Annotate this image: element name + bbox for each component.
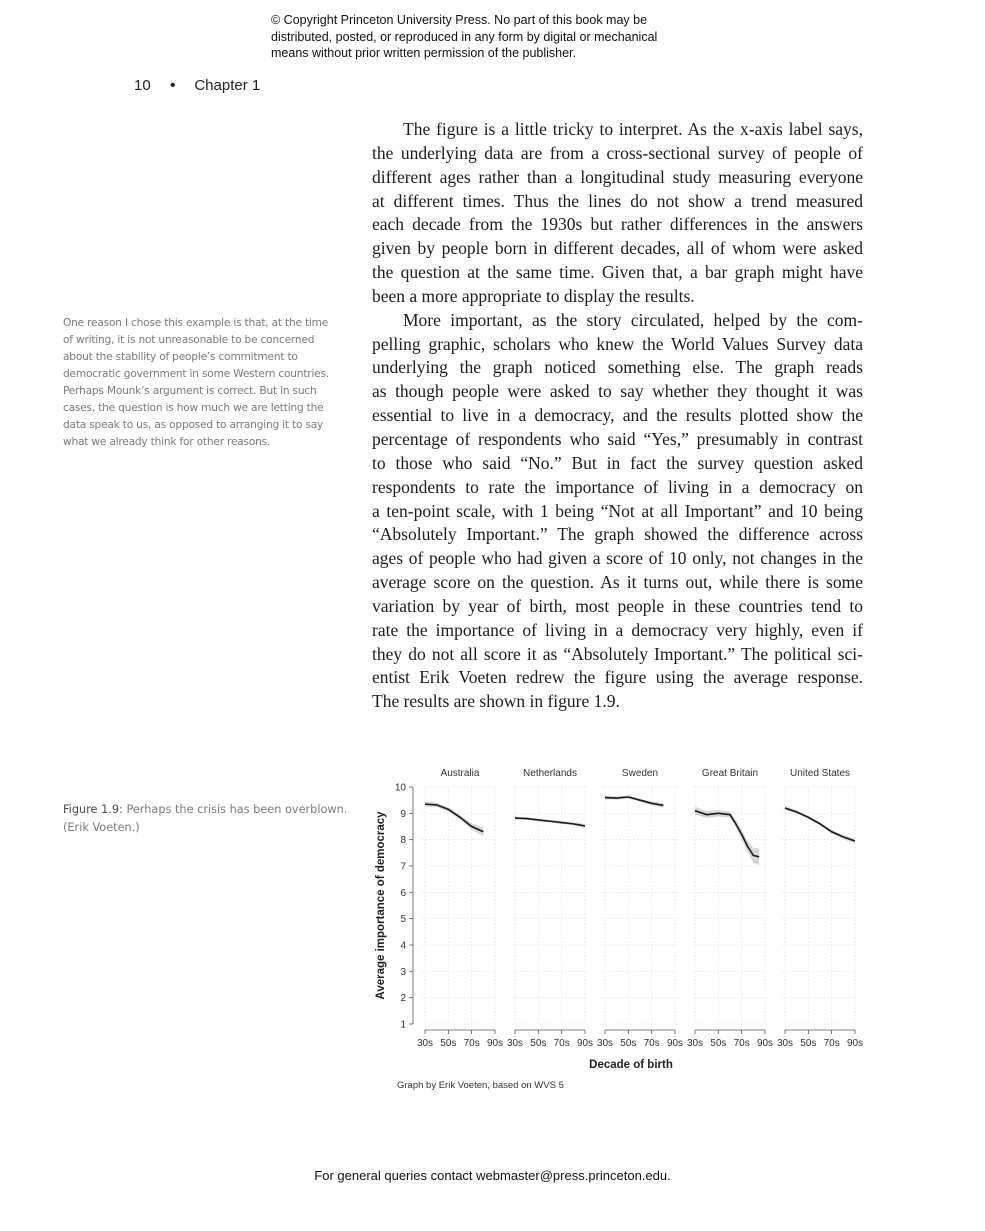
x-tick-label: 30s — [776, 1038, 794, 1049]
copyright-notice — [271, 12, 731, 62]
text-line: percentage of respondents who said “Yes,” presumably in contrast — [372, 428, 863, 449]
figure-label: Figure 1.9: — [63, 803, 123, 816]
text-line: each decade from the 1930s but rather differences in the answers — [372, 214, 863, 235]
text-line: respondents to rate the importance of living in a democracy on — [372, 476, 863, 497]
y-tick-label: 5 — [400, 914, 406, 926]
figure-caption — [63, 801, 353, 837]
margin-note-line: democratic government in some Western countries. — [63, 368, 329, 380]
chapter-title: Chapter 1 — [194, 77, 261, 94]
text-line: underlying the graph noticed something else. The graph reads — [372, 357, 863, 378]
text-line: More important, as the story circulated, helped by the com- — [403, 309, 863, 330]
text-line: different ages rather than a longitudinal study measuring everyone — [372, 166, 863, 187]
separator-bullet: • — [170, 77, 176, 94]
chart-svg — [365, 758, 875, 1098]
copyright-line: © Copyright Princeton University Press. No part of this book may be — [271, 13, 648, 27]
chart-source: Graph by Erik Voeten, based on WVS 5 — [397, 1080, 564, 1091]
x-tick-label: 70s — [733, 1038, 750, 1049]
panel-title: Netherlands — [523, 768, 577, 779]
x-tick-label: 70s — [643, 1038, 660, 1049]
text-line: average score on the question. As it turns out, while there is some — [372, 572, 863, 593]
y-tick-label: 10 — [394, 782, 406, 794]
x-tick-label: 90s — [576, 1038, 594, 1049]
text-line: given by people born in different decades, all of whom were asked — [372, 238, 863, 259]
x-axis-label: Decade of birth — [589, 1059, 673, 1071]
y-tick-label: 9 — [400, 808, 406, 820]
x-tick-label: 30s — [596, 1038, 614, 1049]
text-line: been a more appropriate to display the results. — [372, 285, 695, 306]
x-tick-label: 90s — [846, 1038, 864, 1049]
figure-caption-text: Perhaps the crisis has been overblown. — [122, 803, 348, 816]
x-tick-label: 90s — [486, 1038, 504, 1049]
text-line: at different times. Thus the lines do not show a trend measured — [372, 190, 863, 211]
series-line — [515, 818, 585, 826]
y-tick-label: 1 — [400, 1019, 406, 1031]
text-line: to those who said “No.” But in fact the survey question asked — [372, 452, 863, 473]
footer-contact: For general queries contact webmaster@press.princeton.edu. — [314, 1168, 671, 1183]
text-line: “Absolutely Important.” The graph showed the difference across — [372, 524, 863, 545]
text-line: entist Erik Voeten redrew the figure using the average response. — [372, 667, 863, 688]
y-tick-label: 2 — [400, 993, 406, 1005]
text-line: variation by year of birth, most people in these countries tend to — [372, 595, 863, 616]
text-line: they do not all score it as “Absolutely Important.” The political sci- — [372, 643, 863, 664]
x-tick-label: 50s — [620, 1038, 637, 1049]
running-head — [134, 77, 260, 94]
x-tick-label: 30s — [416, 1038, 434, 1049]
x-tick-label: 50s — [800, 1038, 817, 1049]
figure-chart — [365, 758, 875, 1098]
panel-title: Great Britain — [701, 768, 759, 779]
figure-caption-line — [63, 801, 353, 819]
x-tick-label: 70s — [553, 1038, 570, 1049]
margin-note-line: of writing, it is not unreasonable to be concerned — [63, 334, 315, 346]
y-tick-label: 6 — [400, 887, 406, 899]
y-tick-label: 8 — [400, 835, 406, 847]
text-line: The results are shown in figure 1.9. — [372, 691, 620, 712]
page-number: 10 — [134, 77, 151, 94]
x-tick-label: 50s — [530, 1038, 547, 1049]
figure-caption-credit: (Erik Voeten.) — [63, 821, 140, 834]
y-axis-label: Average importance of democracy — [375, 811, 387, 1000]
text-line: The figure is a little tricky to interpret. As the x-axis label says, — [403, 119, 863, 139]
body-text — [372, 118, 863, 714]
y-tick-label: 7 — [400, 861, 406, 873]
margin-note-line: data speak to us, as opposed to arranging it to say — [63, 419, 324, 431]
panel-title: United States — [789, 768, 851, 779]
text-line: essential to live in a democracy, and the results plotted show the — [372, 405, 863, 426]
y-tick-label: 4 — [400, 940, 406, 952]
x-tick-label: 30s — [506, 1038, 524, 1049]
x-tick-label: 90s — [756, 1038, 774, 1049]
text-line: rate the importance of living in a democracy very highly, even if — [372, 619, 863, 640]
x-tick-label: 50s — [710, 1038, 727, 1049]
margin-note-line: what we already think for other reasons. — [63, 436, 271, 448]
x-tick-label: 50s — [440, 1038, 457, 1049]
copyright-line: means without prior written permission of the publisher. — [271, 46, 577, 60]
confidence-band — [425, 801, 483, 835]
margin-note-line: One reason I chose this example is that, at the time — [63, 317, 329, 329]
panel-title: Australia — [440, 768, 480, 779]
panel-title: Sweden — [621, 768, 659, 779]
margin-note-line: Perhaps Mounk’s argument is correct. But in such — [63, 385, 317, 397]
confidence-band — [695, 807, 759, 865]
text-line: the underlying data are from a cross-sectional survey of people of — [372, 142, 863, 163]
text-line: ages of people who had given a score of 10 only, not changes in the — [372, 548, 863, 569]
x-tick-label: 70s — [463, 1038, 480, 1049]
copyright-line: distributed, posted, or reproduced in any form by digital or mechanical — [271, 29, 658, 44]
text-line: as though people were asked to say whether they thought it was — [372, 381, 863, 402]
x-tick-label: 90s — [666, 1038, 684, 1049]
margin-note-line: about the stability of people’s commitment to — [63, 351, 298, 363]
margin-note — [63, 315, 353, 451]
text-line: a ten-point scale, with 1 being “Not at all Important” and 10 being — [372, 500, 863, 521]
x-tick-label: 30s — [686, 1038, 704, 1049]
text-line: pelling graphic, scholars who knew the World Values Survey data — [372, 333, 863, 354]
x-tick-label: 70s — [823, 1038, 840, 1049]
paragraph-1 — [372, 118, 863, 309]
y-tick-label: 3 — [400, 966, 406, 978]
text-line: the question at the same time. Given that, a bar graph might have — [372, 262, 863, 283]
series-line — [425, 804, 483, 832]
series-line — [695, 811, 759, 857]
series-line — [605, 797, 663, 805]
paragraph-2 — [372, 309, 863, 714]
margin-note-line: cases, the question is how much we are letting the — [63, 402, 324, 414]
